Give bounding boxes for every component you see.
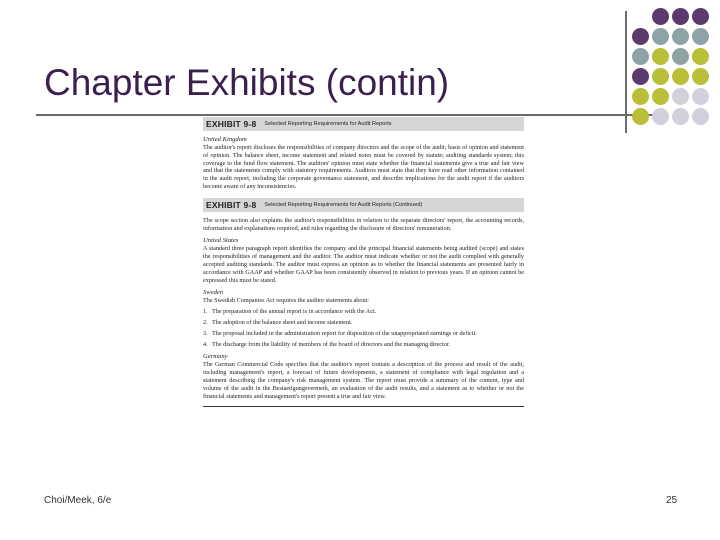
scope-paragraph: The scope section also explains the auditor's responsibilities in relation to the separate directors' report, the accounting records, information and explanations required, and rules regarding the disclosure of directors' remuneration.: [203, 216, 524, 232]
country-label-germany: Germany: [203, 353, 228, 361]
decorative-dot: [692, 108, 709, 125]
page-number: 25: [666, 495, 678, 506]
decorative-dot: [632, 28, 649, 45]
footer-source: Choi/Meek, 6/e: [44, 495, 112, 506]
exhibit-heading: Selected Reporting Requirements for Audit Reports: [264, 121, 392, 127]
list-item: [203, 308, 524, 316]
list-item: [203, 319, 524, 327]
list-number: 1.: [203, 308, 208, 316]
sweden-intro: The Swedish Companies Act requires the auditor statements about:: [203, 297, 369, 305]
country-label-sweden: Sweden: [203, 289, 224, 297]
decorative-dot: [672, 48, 689, 65]
list-item: [203, 341, 524, 349]
decorative-dot: [632, 88, 649, 105]
list-item: [203, 330, 524, 338]
list-text: The preparation of the annual report is in accordance with the Act.: [212, 308, 377, 316]
decorative-dot: [692, 48, 709, 65]
uk-paragraph: The auditor's report discloses the responsibilities of company directors and the scope of the audit; basis of opinion and statement of opinion. The balance sheet, income statement and related notes must be covered by statute; auditing standards system; this coverage to the fund flow statement. The auditors' opinion must state whether the financial statements give a true and fair view and that the statements comply with statutory requirements. Auditors must state that they have read other information contained in the audit report, including the corporate governance statement, and describe implications for the audit report if the auditors become aware of any inconsistencies.: [203, 144, 524, 190]
country-label-us: United States: [203, 237, 239, 245]
list-text: The discharge from the liability of members of the board of directors and the managing director.: [212, 340, 451, 348]
decorative-dot: [632, 48, 649, 65]
exhibit-banner-continued: [203, 198, 524, 212]
decorative-dot: [672, 8, 689, 25]
exhibit-number: EXHIBIT 9-8: [206, 119, 257, 129]
exhibit-bottom-rule: [203, 406, 524, 407]
slide-title: Chapter Exhibits (contin): [44, 62, 450, 103]
decorative-dot: [672, 88, 689, 105]
exhibit-number-continued: EXHIBIT 9-8: [206, 199, 257, 210]
country-label-uk: United Kingdom: [203, 136, 247, 143]
decorative-dot: [692, 68, 709, 85]
decorative-dot: [632, 108, 649, 125]
list-number: 2.: [203, 318, 208, 326]
decorative-dot: [692, 88, 709, 105]
decorative-dot: [652, 28, 669, 45]
exhibit-banner: [203, 117, 524, 131]
decorative-dot: [652, 88, 669, 105]
list-number: 3.: [203, 329, 208, 337]
decorative-dot: [652, 68, 669, 85]
list-number: 4.: [203, 340, 208, 348]
list-text: The adoption of the balance sheet and income statement.: [212, 318, 353, 326]
us-paragraph: A standard three paragraph report identifies the company and the principal financial statements being audited (scope) and states the responsibilities of management and the auditor. The auditor must indicate whether or not the audit complied with generally accepted auditing standards. The auditor must express an opinion as to whether the financial statements are presented fairly in accordance with GAAP and whether GAAP has been consistently observed in relation to previous years. If an opinion cannot be expressed this must be stated.: [203, 245, 524, 284]
decorative-dot: [672, 28, 689, 45]
decorative-dot-grid: [632, 8, 714, 131]
germany-paragraph: The German Commercial Code specifies that the auditor's report contain a description of the process and result of the audit, including management's report, a forecast of future developments, a statement of compliance with legal regulation and a statement describing the company's risk management system. The report must provide a summary of the content, type and volume of the audit in the Bestaetigungsvermerk, an evaluation of the audit results, and a statement as to whether or not the financial statements and management's report present a true and fair view.: [203, 361, 524, 400]
decorative-dot: [632, 68, 649, 85]
corner-divider: [625, 11, 627, 133]
title-underline: [36, 114, 657, 116]
decorative-dot: [652, 48, 669, 65]
exhibit-scan: [203, 117, 524, 513]
decorative-dot: [652, 8, 669, 25]
exhibit-heading-continued: Selected Reporting Requirements for Audit Reports (Continued): [264, 201, 423, 208]
decorative-dot: [692, 8, 709, 25]
list-text: The proposal included in the administration report for disposition of the unappropriated earnings or deficit.: [212, 329, 477, 337]
decorative-dot: [672, 108, 689, 125]
decorative-dot: [672, 68, 689, 85]
decorative-dot: [692, 28, 709, 45]
decorative-dot: [652, 108, 669, 125]
